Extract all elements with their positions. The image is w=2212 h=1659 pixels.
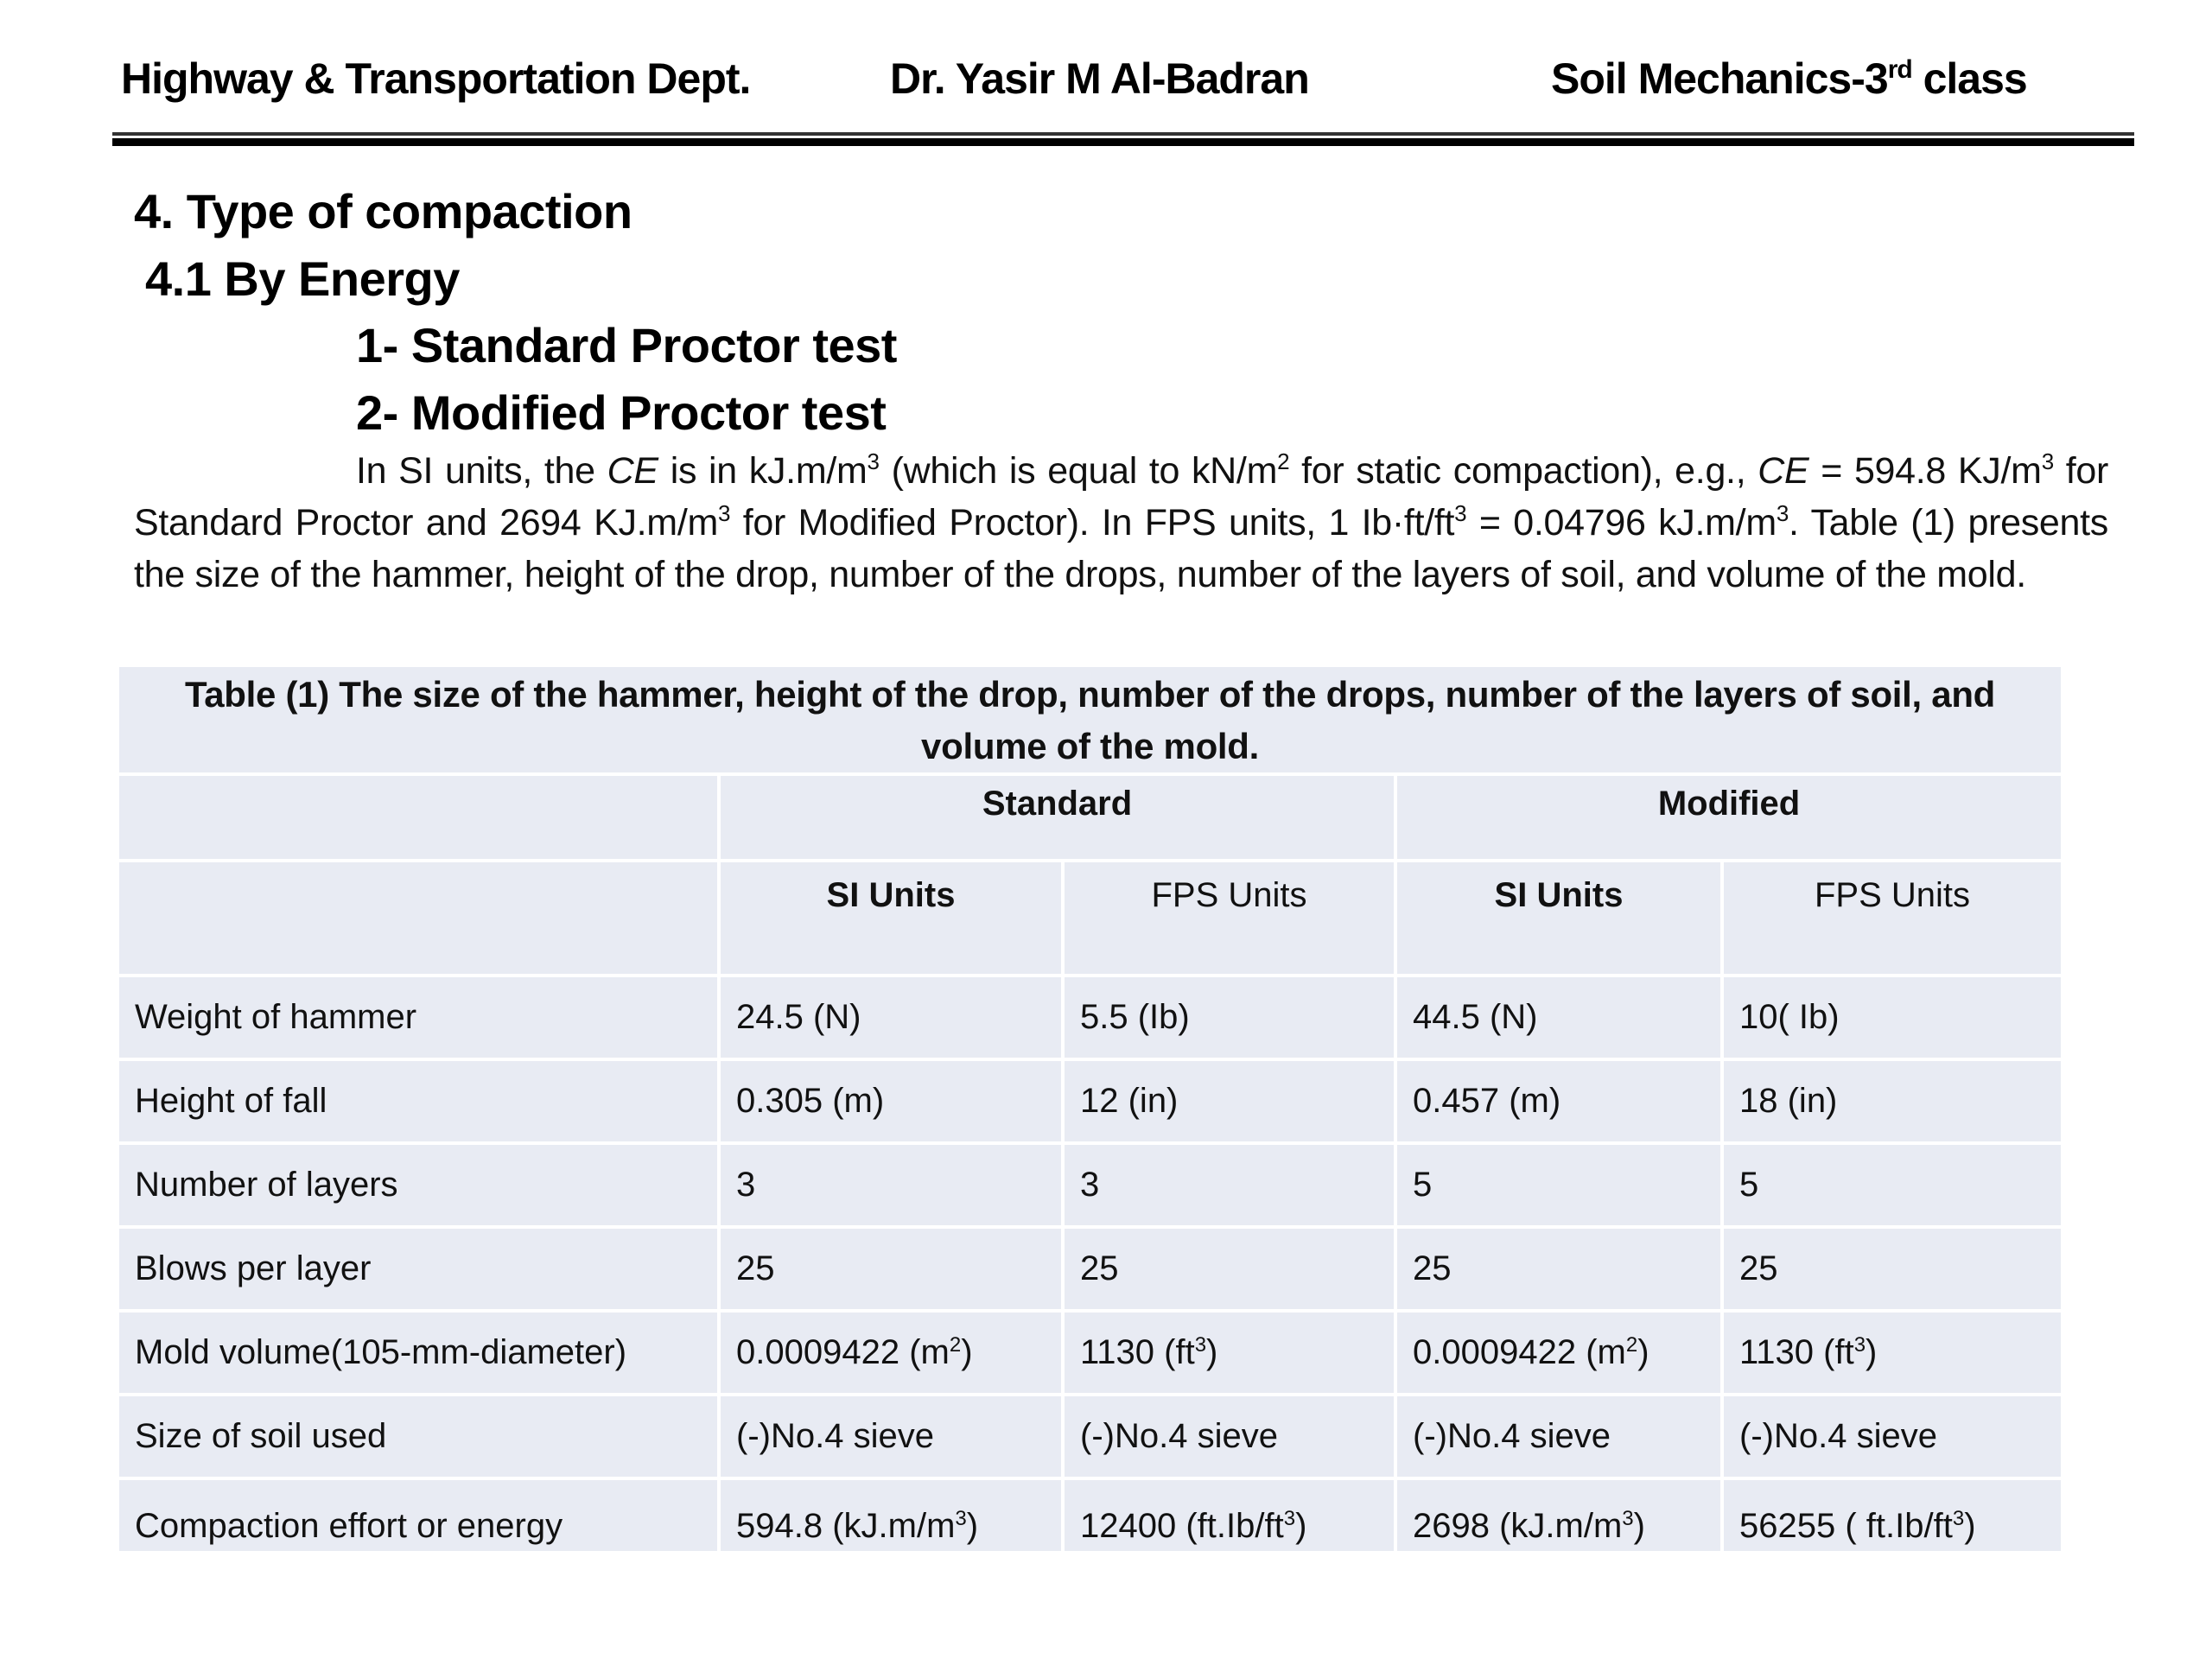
header-course: [1551, 54, 2027, 104]
table-row: [119, 1143, 2061, 1227]
row-label: Blows per layer: [119, 1227, 719, 1311]
cell-value: 0.457 (m): [1413, 1082, 1561, 1120]
cell-standard-fps: [1063, 1478, 1395, 1551]
header-course-sup: rd: [1887, 55, 1912, 84]
cell-standard-si: [719, 976, 1063, 1059]
header-department: Highway & Transportation Dept.: [121, 54, 751, 103]
cell-modified-si: [1395, 1143, 1722, 1227]
para-sup: 3: [1454, 500, 1467, 526]
para-text: = 0.04796 kJ.m/m: [1466, 502, 1777, 543]
cell-standard-si: [719, 1478, 1063, 1551]
cell-standard-si: [719, 1395, 1063, 1478]
cell-value: 1130 (ft: [1739, 1333, 1854, 1371]
cell-unit-exponent: 3: [1194, 1333, 1207, 1357]
row-label: Size of soil used: [119, 1395, 719, 1478]
table-row: [119, 1395, 2061, 1478]
table-corner-cell: [119, 861, 719, 976]
table-units-header-row: [119, 861, 2061, 976]
cell-value: 5: [1413, 1166, 1433, 1204]
cell-value: 2698 (kJ.m/m: [1413, 1507, 1623, 1545]
row-label: Number of layers: [119, 1143, 719, 1227]
list-item-standard-proctor: 1- Standard Proctor test: [356, 318, 897, 372]
cell-value: (-)No.4 sieve: [1413, 1417, 1611, 1455]
cell-value: 5.5 (Ib): [1080, 998, 1190, 1036]
table-body: [119, 976, 2061, 1551]
cell-value-tail: ): [966, 1507, 979, 1545]
cell-value: 0.305 (m): [736, 1082, 885, 1120]
cell-standard-si: [719, 1059, 1063, 1143]
table-row: [119, 976, 2061, 1059]
group-header-modified: Modified: [1395, 774, 2061, 861]
cell-value: 3: [736, 1166, 756, 1204]
cell-standard-fps: [1063, 1059, 1395, 1143]
para-sup: 2: [1277, 448, 1290, 474]
row-label: Compaction effort or energy: [119, 1478, 719, 1551]
row-label: Height of fall: [119, 1059, 719, 1143]
cell-standard-fps: [1063, 1143, 1395, 1227]
table-row: [119, 1478, 2061, 1551]
row-label: Mold volume(105-mm-diameter): [119, 1311, 719, 1395]
cell-value: 0.0009422 (m: [736, 1333, 950, 1371]
table-caption-row: [119, 667, 2061, 774]
table-caption: Table (1) The size of the hammer, height of the drop, number of the drops, number of the layers of soil, and volume of the mold.: [119, 667, 2061, 774]
cell-value: (-)No.4 sieve: [1739, 1417, 1937, 1455]
para-sup: 3: [867, 448, 880, 474]
cell-modified-si: [1395, 1478, 1722, 1551]
cell-value: 0.0009422 (m: [1413, 1333, 1626, 1371]
para-sup: 3: [1776, 500, 1789, 526]
cell-standard-fps: [1063, 1311, 1395, 1395]
cell-modified-fps: [1722, 1227, 2061, 1311]
cell-value: (-)No.4 sieve: [1080, 1417, 1278, 1455]
section-heading: 4. Type of compaction: [134, 184, 632, 238]
cell-value: 25: [1413, 1249, 1452, 1287]
cell-unit-exponent: 3: [1853, 1333, 1866, 1357]
cell-value-tail: ): [1866, 1333, 1878, 1371]
para-text: In SI units, the: [356, 450, 607, 492]
table-row: [119, 1311, 2061, 1395]
cell-value-tail: ): [1206, 1333, 1218, 1371]
cell-unit-exponent: 2: [949, 1333, 962, 1357]
cell-value-tail: ): [1633, 1507, 1645, 1545]
cell-value: 10( Ib): [1739, 998, 1840, 1036]
para-text: = 594.8 KJ/m: [1808, 450, 2042, 492]
cell-modified-si: [1395, 1059, 1722, 1143]
proctor-comparison-table: [119, 667, 2061, 1551]
cell-modified-fps: [1722, 1478, 2061, 1551]
cell-value: 12 (in): [1080, 1082, 1179, 1120]
cell-value-tail: ): [1964, 1507, 1976, 1545]
para-sup: 3: [718, 500, 731, 526]
cell-value: 12400 (ft.Ib/ft: [1080, 1507, 1284, 1545]
cell-value: 18 (in): [1739, 1082, 1838, 1120]
cell-standard-si: [719, 1311, 1063, 1395]
cell-modified-si: [1395, 1311, 1722, 1395]
cell-value: 25: [736, 1249, 775, 1287]
table-group-header-row: [119, 774, 2061, 861]
cell-value: (-)No.4 sieve: [736, 1417, 934, 1455]
cell-unit-exponent: 3: [1622, 1507, 1634, 1530]
cell-modified-fps: [1722, 1059, 2061, 1143]
cell-standard-si: [719, 1227, 1063, 1311]
para-sup: 3: [2041, 448, 2054, 474]
body-paragraph: [134, 445, 2108, 601]
header-course-suffix: class: [1911, 54, 2027, 103]
subsection-heading: 4.1 By Energy: [145, 251, 460, 306]
list-item-modified-proctor: 2- Modified Proctor test: [356, 385, 887, 440]
para-text: for static compaction), e.g.,: [1289, 450, 1758, 492]
cell-modified-si: [1395, 976, 1722, 1059]
header-course-prefix: Soil Mechanics-3: [1551, 54, 1888, 103]
units-header-standard-si: SI Units: [719, 861, 1063, 976]
para-text: . Table (1) presents the size of the hammer, height of the drop, number of the drops, number of the layers of soil, and volume of the mold.: [134, 502, 2108, 595]
header-rule-thick: [112, 138, 2134, 146]
cell-value-tail: ): [1295, 1507, 1307, 1545]
para-ce: CE: [1758, 450, 1809, 492]
para-text: for Modified Proctor). In FPS units, 1 Ib·ft/ft: [730, 502, 1455, 543]
cell-unit-exponent: 2: [1625, 1333, 1638, 1357]
table-corner-cell: [119, 774, 719, 861]
cell-value: 5: [1739, 1166, 1759, 1204]
cell-standard-si: [719, 1143, 1063, 1227]
units-header-modified-si: SI Units: [1395, 861, 1722, 976]
cell-unit-exponent: 3: [1952, 1507, 1965, 1530]
group-header-standard: Standard: [719, 774, 1395, 861]
cell-value: 44.5 (N): [1413, 998, 1538, 1036]
cell-unit-exponent: 3: [955, 1507, 967, 1530]
cell-value-tail: ): [1637, 1333, 1649, 1371]
para-ce: CE: [607, 450, 658, 492]
para-text: (which is equal to kN/m: [879, 450, 1278, 492]
header-author: Dr. Yasir M Al-Badran: [890, 54, 1309, 103]
cell-modified-fps: [1722, 1395, 2061, 1478]
cell-modified-si: [1395, 1395, 1722, 1478]
cell-value: 25: [1739, 1249, 1778, 1287]
cell-standard-fps: [1063, 1227, 1395, 1311]
para-text: for Standard Proctor and 2694 KJ.m/m: [134, 450, 2109, 543]
cell-unit-exponent: 3: [1283, 1507, 1296, 1530]
row-label: Weight of hammer: [119, 976, 719, 1059]
cell-value: 3: [1080, 1166, 1100, 1204]
header-rule-thin: [112, 132, 2134, 136]
cell-standard-fps: [1063, 1395, 1395, 1478]
cell-modified-fps: [1722, 1143, 2061, 1227]
units-header-modified-fps: FPS Units: [1722, 861, 2061, 976]
para-text: is in kJ.m/m: [658, 450, 868, 492]
cell-value: 594.8 (kJ.m/m: [736, 1507, 956, 1545]
cell-modified-fps: [1722, 976, 2061, 1059]
cell-value: 1130 (ft: [1080, 1333, 1195, 1371]
cell-modified-si: [1395, 1227, 1722, 1311]
table-row: [119, 1227, 2061, 1311]
cell-modified-fps: [1722, 1311, 2061, 1395]
table-row: [119, 1059, 2061, 1143]
cell-standard-fps: [1063, 976, 1395, 1059]
cell-value: 25: [1080, 1249, 1119, 1287]
cell-value: 24.5 (N): [736, 998, 861, 1036]
cell-value-tail: ): [961, 1333, 973, 1371]
units-header-standard-fps: FPS Units: [1063, 861, 1395, 976]
cell-value: 56255 ( ft.Ib/ft: [1739, 1507, 1953, 1545]
